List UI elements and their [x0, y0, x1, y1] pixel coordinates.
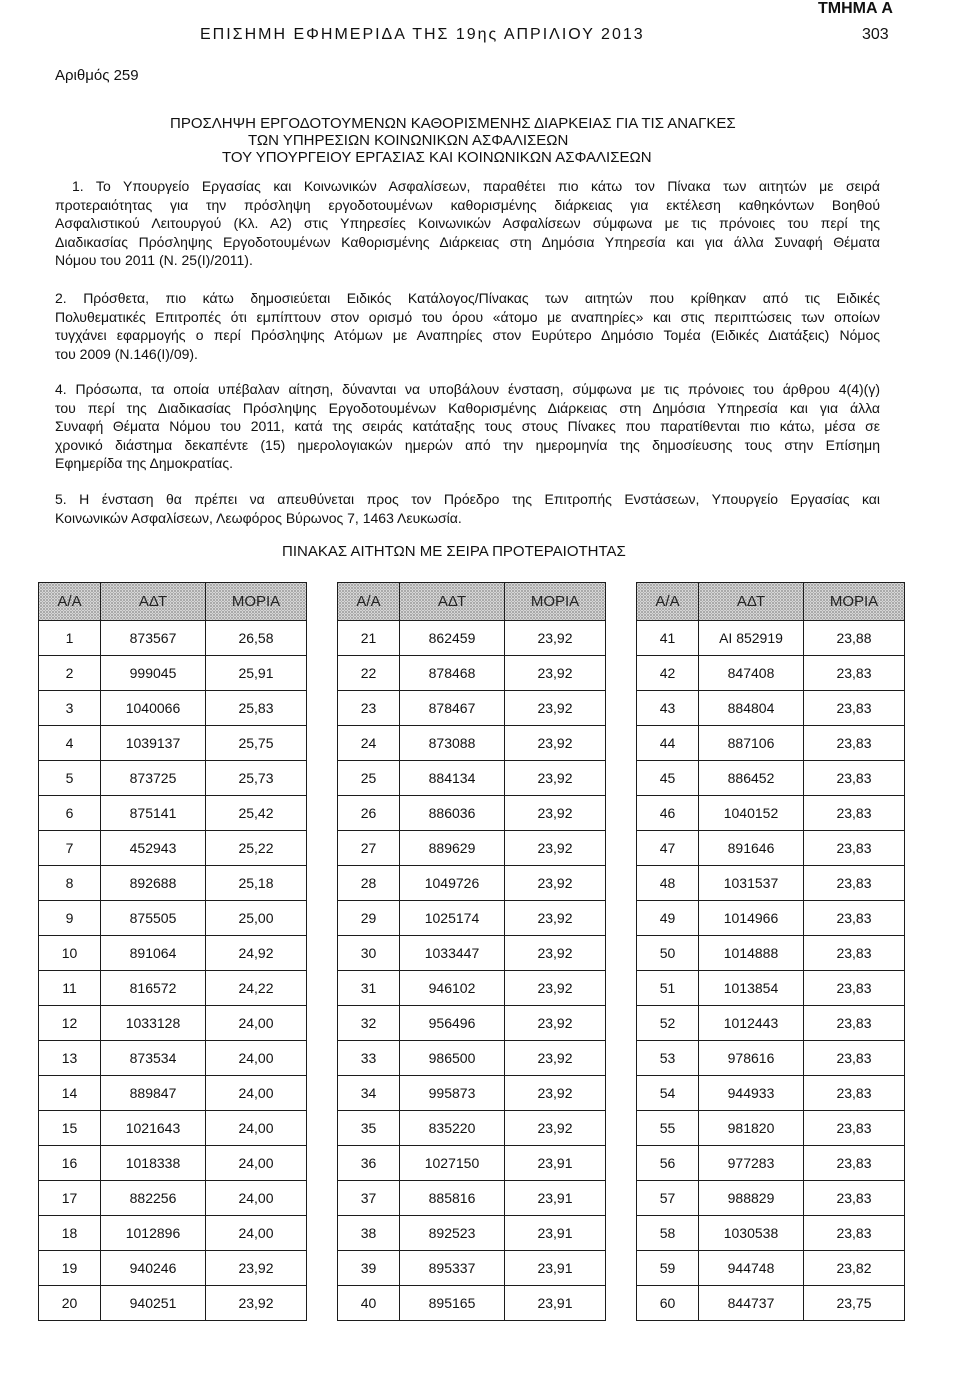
adt-cell: 886036 [400, 796, 505, 831]
table-row [637, 726, 905, 761]
row-number-cell: 54 [637, 1076, 699, 1111]
adt-cell: 891064 [101, 936, 206, 971]
table-row [39, 936, 307, 971]
points-cell: 23,92 [505, 866, 606, 901]
row-number-cell: 44 [637, 726, 699, 761]
table-body [338, 621, 606, 1321]
table-row [637, 656, 905, 691]
table-row [637, 621, 905, 656]
points-cell: 23,83 [804, 1216, 905, 1251]
row-number-cell: 8 [39, 866, 101, 901]
row-number-cell: 22 [338, 656, 400, 691]
row-number-cell: 51 [637, 971, 699, 1006]
column-header-aa: Α/Α [39, 583, 101, 621]
row-number-cell: 29 [338, 901, 400, 936]
row-number-cell: 30 [338, 936, 400, 971]
adt-cell: 862459 [400, 621, 505, 656]
points-cell: 24,00 [206, 1146, 307, 1181]
adt-cell: 884134 [400, 761, 505, 796]
row-number-cell: 46 [637, 796, 699, 831]
table-row [637, 1041, 905, 1076]
paragraph-line: τυγχάνει εφαρμογής ο περί Πρόσληψης Ατόμων με Αναπηρίες στον Ευρύτερο Δημόσιο Τομέα (Ειδικές Διατάξεις) Νόμος [55, 327, 880, 343]
row-number-cell: 59 [637, 1251, 699, 1286]
adt-cell: 844737 [699, 1286, 804, 1321]
points-cell: 23,92 [505, 971, 606, 1006]
row-number-cell: 26 [338, 796, 400, 831]
row-number-cell: 53 [637, 1041, 699, 1076]
adt-cell: 875505 [101, 901, 206, 936]
row-number-cell: 9 [39, 901, 101, 936]
column-header-adt: ΑΔΤ [101, 583, 206, 621]
adt-cell: 1012443 [699, 1006, 804, 1041]
points-cell: 23,92 [505, 761, 606, 796]
adt-cell: 873725 [101, 761, 206, 796]
row-number-cell: 60 [637, 1286, 699, 1321]
paragraph-line: 2. Πρόσθετα, πιο κάτω δημοσιεύεται Ειδικός Κατάλογος/Πίνακας των αιτητών που κρίθηκαν από τις Ειδικές [55, 290, 880, 306]
adt-cell: 1040066 [101, 691, 206, 726]
adt-cell: 892523 [400, 1216, 505, 1251]
points-cell: 23,92 [505, 1041, 606, 1076]
adt-cell: 892688 [101, 866, 206, 901]
points-cell: 23,88 [804, 621, 905, 656]
points-cell: 23,83 [804, 1041, 905, 1076]
points-cell: 23,91 [505, 1216, 606, 1251]
adt-cell: 995873 [400, 1076, 505, 1111]
table-row [637, 936, 905, 971]
points-cell: 25,18 [206, 866, 307, 901]
points-cell: 25,73 [206, 761, 307, 796]
paragraph-line: 4. Πρόσωπα, τα οποία υπέβαλαν αίτηση, δύνανται να υποβάλουν ένσταση, σύμφωνα με τις πρόνοιες του άρθρου 4(4)(γ) [55, 381, 880, 397]
row-number-cell: 4 [39, 726, 101, 761]
adt-cell: 875141 [101, 796, 206, 831]
table-row [39, 1146, 307, 1181]
table-title: ΠΙΝΑΚΑΣ ΑΙΤΗΤΩΝ ΜΕ ΣΕΙΡΑ ΠΡΟΤΕΡΑΙΟΤΗΤΑΣ [282, 543, 626, 560]
adt-cell: 878468 [400, 656, 505, 691]
row-number-cell: 45 [637, 761, 699, 796]
row-number-cell: 35 [338, 1111, 400, 1146]
row-number-cell: 52 [637, 1006, 699, 1041]
column-header-adt: ΑΔΤ [699, 583, 804, 621]
table-row [39, 1111, 307, 1146]
points-cell: 23,92 [505, 726, 606, 761]
row-number-cell: 40 [338, 1286, 400, 1321]
table-row [637, 1076, 905, 1111]
table-row [637, 691, 905, 726]
table-row [39, 901, 307, 936]
notice-title-line: ΤΩΝ ΥΠΗΡΕΣΙΩΝ ΚΟΙΝΩΝΙΚΩΝ ΑΣΦΑΛΙΣΕΩΝ [248, 132, 569, 149]
notice-number: Αριθμός 259 [55, 67, 139, 84]
points-cell: 23,83 [804, 1006, 905, 1041]
table-row [637, 1111, 905, 1146]
table-row [39, 1251, 307, 1286]
row-number-cell: 10 [39, 936, 101, 971]
paragraph-line: Διαδικασίας Πρόσληψης Εργοδοτουμένων Καθορισμένης Διάρκειας στη Δημόσια Υπηρεσία και για άλλα Συναφή Θέματα [55, 233, 880, 250]
table-row [338, 726, 606, 761]
row-number-cell: 6 [39, 796, 101, 831]
section-label: ΤΜΗΜΑ Α [818, 0, 893, 17]
points-cell: 24,00 [206, 1076, 307, 1111]
row-number-cell: 36 [338, 1146, 400, 1181]
points-cell: 23,92 [505, 901, 606, 936]
adt-cell: 944933 [699, 1076, 804, 1111]
points-cell: 24,00 [206, 1041, 307, 1076]
paragraph-line: 1. Το Υπουργείο Εργασίας και Κοινωνικών Ασφαλίσεων, παραθέτει πιο κάτω τον Πίνακα των αιτητών με σειρά [72, 178, 880, 194]
row-number-cell: 32 [338, 1006, 400, 1041]
points-cell: 23,83 [804, 726, 905, 761]
adt-cell: 878467 [400, 691, 505, 726]
table-row [338, 1251, 606, 1286]
row-number-cell: 28 [338, 866, 400, 901]
points-cell: 24,00 [206, 1006, 307, 1041]
row-number-cell: 39 [338, 1251, 400, 1286]
points-cell: 25,22 [206, 831, 307, 866]
adt-cell: 816572 [101, 971, 206, 1006]
adt-cell: 1012896 [101, 1216, 206, 1251]
applicants-table-1 [38, 582, 307, 1321]
paragraph-5 [55, 490, 880, 527]
points-cell: 23,83 [804, 971, 905, 1006]
adt-cell: 889629 [400, 831, 505, 866]
adt-cell: 988829 [699, 1181, 804, 1216]
points-cell: 23,92 [505, 796, 606, 831]
adt-cell: AI 852919 [699, 621, 804, 656]
table-row [637, 761, 905, 796]
table-row [39, 621, 307, 656]
adt-cell: 999045 [101, 656, 206, 691]
adt-cell: 873088 [400, 726, 505, 761]
table-row [338, 691, 606, 726]
table-row [338, 1111, 606, 1146]
adt-cell: 873534 [101, 1041, 206, 1076]
applicants-table-2 [337, 582, 606, 1321]
row-number-cell: 7 [39, 831, 101, 866]
adt-cell: 944748 [699, 1251, 804, 1286]
adt-cell: 887106 [699, 726, 804, 761]
points-cell: 23,83 [804, 901, 905, 936]
points-cell: 23,83 [804, 656, 905, 691]
points-cell: 23,91 [505, 1146, 606, 1181]
table-row [637, 971, 905, 1006]
column-header-points: ΜΟΡΙΑ [505, 583, 606, 621]
table-row [338, 621, 606, 656]
table-row [338, 1181, 606, 1216]
row-number-cell: 15 [39, 1111, 101, 1146]
row-number-cell: 23 [338, 691, 400, 726]
adt-cell: 1040152 [699, 796, 804, 831]
table-body [637, 621, 905, 1321]
adt-cell: 889847 [101, 1076, 206, 1111]
points-cell: 25,91 [206, 656, 307, 691]
table-row [39, 1006, 307, 1041]
table-row [338, 936, 606, 971]
table-row [637, 1181, 905, 1216]
table-row [637, 1251, 905, 1286]
points-cell: 25,00 [206, 901, 307, 936]
row-number-cell: 2 [39, 656, 101, 691]
row-number-cell: 13 [39, 1041, 101, 1076]
table-header-row [637, 583, 905, 621]
table-row [39, 1076, 307, 1111]
points-cell: 23,75 [804, 1286, 905, 1321]
table-row [39, 831, 307, 866]
row-number-cell: 43 [637, 691, 699, 726]
paragraph-1 [55, 177, 880, 270]
table-row [338, 1076, 606, 1111]
adt-cell: 895165 [400, 1286, 505, 1321]
row-number-cell: 34 [338, 1076, 400, 1111]
table-row [338, 656, 606, 691]
table-row [338, 971, 606, 1006]
adt-cell: 1039137 [101, 726, 206, 761]
points-cell: 23,83 [804, 831, 905, 866]
points-cell: 23,83 [804, 936, 905, 971]
row-number-cell: 55 [637, 1111, 699, 1146]
gazette-title: ΕΠΙΣΗΜΗ ΕΦΗΜΕΡΙΔΑ ΤΗΣ 19ης ΑΠΡΙΛΙΟΥ 2013 [200, 26, 645, 43]
points-cell: 25,42 [206, 796, 307, 831]
adt-cell: 1033128 [101, 1006, 206, 1041]
row-number-cell: 50 [637, 936, 699, 971]
table-row [39, 1181, 307, 1216]
row-number-cell: 41 [637, 621, 699, 656]
table-body [39, 621, 307, 1321]
points-cell: 24,22 [206, 971, 307, 1006]
row-number-cell: 38 [338, 1216, 400, 1251]
adt-cell: 1014888 [699, 936, 804, 971]
points-cell: 23,83 [804, 866, 905, 901]
adt-cell: 882256 [101, 1181, 206, 1216]
row-number-cell: 25 [338, 761, 400, 796]
paragraph-line: 5. Η ένσταση θα πρέπει να απευθύνεται προς τον Πρόεδρο της Επιτροπής Ενστάσεων, Υπουργείο Εργασίας και [55, 491, 880, 507]
row-number-cell: 3 [39, 691, 101, 726]
row-number-cell: 33 [338, 1041, 400, 1076]
adt-cell: 986500 [400, 1041, 505, 1076]
adt-cell: 1049726 [400, 866, 505, 901]
points-cell: 23,83 [804, 1146, 905, 1181]
table-row [338, 1216, 606, 1251]
row-number-cell: 20 [39, 1286, 101, 1321]
row-number-cell: 27 [338, 831, 400, 866]
table-row [39, 1041, 307, 1076]
row-number-cell: 19 [39, 1251, 101, 1286]
points-cell: 23,92 [505, 831, 606, 866]
column-header-points: ΜΟΡΙΑ [804, 583, 905, 621]
adt-cell: 1018338 [101, 1146, 206, 1181]
row-number-cell: 48 [637, 866, 699, 901]
table-row [637, 831, 905, 866]
points-cell: 23,91 [505, 1251, 606, 1286]
points-cell: 23,82 [804, 1251, 905, 1286]
adt-cell: 1033447 [400, 936, 505, 971]
points-cell: 24,92 [206, 936, 307, 971]
adt-cell: 956496 [400, 1006, 505, 1041]
paragraph-line: Ασφαλιστικού Λειτουργού (Κλ. Α2) στις Υπηρεσίες Κοινωνικών Ασφαλίσεων σύμφωνα με τις πρόνοιες του περί της [55, 215, 880, 231]
row-number-cell: 31 [338, 971, 400, 1006]
adt-cell: 886452 [699, 761, 804, 796]
paragraph-line: του 2009 (Ν.146(I)/09). [55, 345, 198, 362]
points-cell: 26,58 [206, 621, 307, 656]
adt-cell: 1014966 [699, 901, 804, 936]
table-row [338, 1286, 606, 1321]
points-cell: 23,92 [505, 936, 606, 971]
paragraph-line: Νόμου του 2011 (Ν. 25(I)/2011). [55, 252, 253, 268]
table-header-row [39, 583, 307, 621]
table-row [39, 1216, 307, 1251]
row-number-cell: 16 [39, 1146, 101, 1181]
adt-cell: 847408 [699, 656, 804, 691]
row-number-cell: 49 [637, 901, 699, 936]
points-cell: 23,92 [505, 621, 606, 656]
table-row [39, 1286, 307, 1321]
row-number-cell: 56 [637, 1146, 699, 1181]
points-cell: 23,92 [505, 1111, 606, 1146]
adt-cell: 1013854 [699, 971, 804, 1006]
table-row [338, 901, 606, 936]
table-row [637, 901, 905, 936]
adt-cell: 873567 [101, 621, 206, 656]
adt-cell: 895337 [400, 1251, 505, 1286]
points-cell: 24,00 [206, 1181, 307, 1216]
table-row [39, 656, 307, 691]
table-row [39, 691, 307, 726]
paragraph-line: Συναφή Θέματα Νόμου του 2011, κατά της σειράς κατάταξης τους στους Πίνακες που παρατίθενται πιο κάτω, μέσα σε [55, 418, 880, 434]
row-number-cell: 37 [338, 1181, 400, 1216]
row-number-cell: 18 [39, 1216, 101, 1251]
row-number-cell: 11 [39, 971, 101, 1006]
adt-cell: 884804 [699, 691, 804, 726]
column-header-adt: ΑΔΤ [400, 583, 505, 621]
points-cell: 23,92 [505, 656, 606, 691]
points-cell: 23,92 [505, 1076, 606, 1111]
table-row [39, 761, 307, 796]
notice-title-line: ΠΡΟΣΛΗΨΗ ΕΡΓΟΔΟΤΟΥΜΕΝΩΝ ΚΑΘΟΡΙΣΜΕΝΗΣ ΔΙΑΡΚΕΙΑΣ ΓΙΑ ΤΙΣ ΑΝΑΓΚΕΣ [170, 115, 736, 132]
points-cell: 23,83 [804, 691, 905, 726]
points-cell: 23,83 [804, 1111, 905, 1146]
table-row [39, 866, 307, 901]
points-cell: 23,91 [505, 1181, 606, 1216]
points-cell: 25,75 [206, 726, 307, 761]
row-number-cell: 17 [39, 1181, 101, 1216]
adt-cell: 940246 [101, 1251, 206, 1286]
paragraph-2 [55, 289, 880, 363]
adt-cell: 940251 [101, 1286, 206, 1321]
table-row [637, 796, 905, 831]
table-row [637, 866, 905, 901]
points-cell: 23,83 [804, 1181, 905, 1216]
table-row [39, 796, 307, 831]
paragraph-line: χρονικό διάστημα δεκαπέντε (15) ημερολογιακών ημερών από την ημερομηνία της δημοσίευσης τους στην Επίσημη [55, 436, 880, 453]
points-cell: 23,92 [505, 691, 606, 726]
applicants-table-3 [636, 582, 905, 1321]
adt-cell: 1030538 [699, 1216, 804, 1251]
table-row [39, 971, 307, 1006]
paragraph-line: προτεραιότητας για την πρόσληψη εργοδοτουμένων καθορισμένης διάρκειας για εκτέλεση καθηκόντων Βοηθού [55, 196, 880, 213]
adt-cell: 452943 [101, 831, 206, 866]
table-row [338, 796, 606, 831]
adt-cell: 1025174 [400, 901, 505, 936]
row-number-cell: 42 [637, 656, 699, 691]
points-cell: 23,83 [804, 761, 905, 796]
row-number-cell: 1 [39, 621, 101, 656]
row-number-cell: 12 [39, 1006, 101, 1041]
paragraph-line: Πολυθεματικές Επιτροπές ότι εμπίπτουν στον ορισμό του όρου «άτομο με αναπηρίες» και στις περιπτώσεις των οποίων [55, 308, 880, 325]
adt-cell: 1031537 [699, 866, 804, 901]
points-cell: 24,00 [206, 1111, 307, 1146]
table-row [39, 726, 307, 761]
points-cell: 23,92 [206, 1251, 307, 1286]
page-number: 303 [862, 26, 889, 43]
points-cell: 24,00 [206, 1216, 307, 1251]
adt-cell: 1027150 [400, 1146, 505, 1181]
paragraph-line: του περί της Διαδικασίας Πρόσληψης Εργοδοτουμένων Καθορισμένης Διάρκειας στη Δημόσια Υπηρεσία και για άλλα [55, 399, 880, 416]
row-number-cell: 57 [637, 1181, 699, 1216]
table-row [637, 1146, 905, 1181]
row-number-cell: 14 [39, 1076, 101, 1111]
paragraph-4 [55, 380, 880, 473]
adt-cell: 885816 [400, 1181, 505, 1216]
table-row [338, 866, 606, 901]
table-row [338, 1041, 606, 1076]
notice-title-line: ΤΟΥ ΥΠΟΥΡΓΕΙΟΥ ΕΡΓΑΣΙΑΣ ΚΑΙ ΚΟΙΝΩΝΙΚΩΝ ΑΣΦΑΛΙΣΕΩΝ [222, 149, 652, 166]
row-number-cell: 58 [637, 1216, 699, 1251]
adt-cell: 981820 [699, 1111, 804, 1146]
points-cell: 25,83 [206, 691, 307, 726]
table-row [338, 1006, 606, 1041]
row-number-cell: 47 [637, 831, 699, 866]
points-cell: 23,83 [804, 1076, 905, 1111]
table-header-row [338, 583, 606, 621]
column-header-points: ΜΟΡΙΑ [206, 583, 307, 621]
row-number-cell: 5 [39, 761, 101, 796]
adt-cell: 835220 [400, 1111, 505, 1146]
adt-cell: 1021643 [101, 1111, 206, 1146]
table-row [338, 1146, 606, 1181]
adt-cell: 946102 [400, 971, 505, 1006]
adt-cell: 891646 [699, 831, 804, 866]
points-cell: 23,83 [804, 796, 905, 831]
row-number-cell: 21 [338, 621, 400, 656]
adt-cell: 978616 [699, 1041, 804, 1076]
points-cell: 23,92 [505, 1006, 606, 1041]
paragraph-line: Εφημερίδα της Δημοκρατίας. [55, 455, 233, 471]
row-number-cell: 24 [338, 726, 400, 761]
table-row [637, 1006, 905, 1041]
column-header-aa: Α/Α [338, 583, 400, 621]
table-row [637, 1286, 905, 1321]
table-row [338, 831, 606, 866]
adt-cell: 977283 [699, 1146, 804, 1181]
table-row [637, 1216, 905, 1251]
table-row [338, 761, 606, 796]
points-cell: 23,91 [505, 1286, 606, 1321]
points-cell: 23,92 [206, 1286, 307, 1321]
paragraph-line: Κοινωνικών Ασφαλίσεων, Λεωφόρος Βύρωνος 7, 1463 Λευκωσία. [55, 509, 462, 526]
column-header-aa: Α/Α [637, 583, 699, 621]
